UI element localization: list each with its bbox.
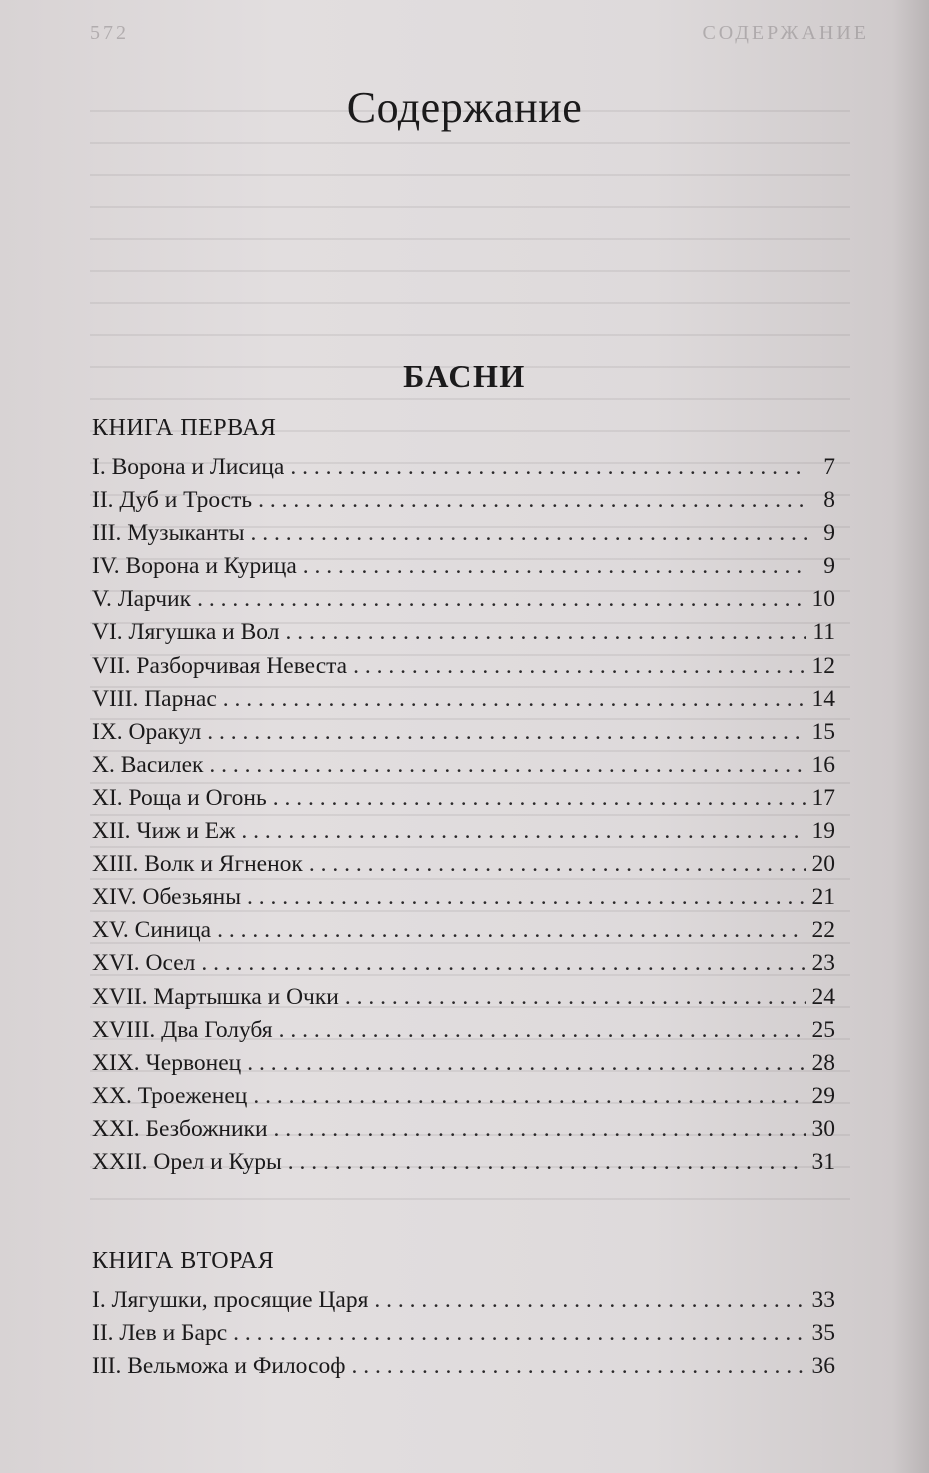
entry-page-number: 7	[823, 454, 835, 480]
book-title: КНИГА ВТОРАЯ	[92, 1248, 275, 1274]
toc-entry	[92, 451, 835, 484]
book-one	[92, 411, 835, 1179]
entry-title: Вельможа и Философ	[127, 1353, 346, 1380]
entry-title: Роща и Огонь	[128, 784, 267, 811]
entry-roman-numeral: VI.	[92, 619, 123, 646]
entry-page-number: 35	[811, 1320, 835, 1347]
entry-title: Чиж и Еж	[136, 818, 236, 845]
entry-page-number: 36	[811, 1353, 835, 1380]
dot-leader	[285, 616, 806, 649]
entry-title: Оракул	[128, 718, 202, 745]
entry-title: Василек	[120, 751, 204, 778]
book-title: КНИГА ПЕРВАЯ	[92, 415, 277, 441]
entry-page-number: 19	[811, 818, 835, 845]
entry-page-number: 15	[811, 718, 835, 745]
toc-entry	[92, 1080, 835, 1113]
entry-page-number: 22	[811, 917, 835, 944]
entry-title: Лягушки, просящие Царя	[111, 1287, 369, 1313]
dot-leader	[374, 1284, 805, 1317]
entry-roman-numeral: II.	[92, 487, 114, 514]
entry-page-number: 20	[811, 851, 835, 878]
entry-roman-numeral: XI.	[92, 784, 123, 811]
dot-leader	[201, 947, 805, 980]
toc-entry	[92, 981, 835, 1014]
toc-entry	[92, 683, 835, 716]
dot-leader	[233, 1317, 805, 1350]
toc-entry	[92, 881, 835, 914]
entry-roman-numeral: VII.	[92, 652, 131, 679]
dot-leader	[251, 517, 808, 550]
entry-page-number: 28	[811, 1049, 835, 1076]
entry-page-number: 11	[812, 619, 835, 646]
entry-title: Два Голубя	[161, 1016, 273, 1043]
toc-entry	[92, 782, 835, 815]
toc-entry	[92, 550, 835, 583]
dot-leader	[309, 848, 806, 881]
toc-entry	[92, 1047, 835, 1080]
toc-entry	[92, 1113, 835, 1146]
dot-leader	[247, 1047, 805, 1080]
entry-title: Музыканты	[127, 520, 245, 547]
toc-entry	[92, 517, 835, 550]
dot-leader	[351, 1350, 805, 1383]
entry-title: Троеженец	[137, 1082, 248, 1109]
entry-title: Осел	[145, 950, 196, 977]
entry-title: Червонец	[145, 1049, 242, 1076]
toc-entry	[92, 1350, 835, 1383]
book-two	[92, 1244, 835, 1383]
entry-roman-numeral: XIII.	[92, 851, 139, 878]
entry-roman-numeral: XVII.	[92, 983, 148, 1010]
toc-entry	[92, 1014, 835, 1047]
running-head-page-number: 572	[90, 22, 129, 44]
toc-entry	[92, 484, 835, 517]
entry-page-number: 29	[811, 1082, 835, 1109]
entry-roman-numeral: VIII.	[92, 685, 139, 712]
running-head-title: СОДЕРЖАНИЕ	[702, 22, 869, 44]
page-title: Содержание	[346, 83, 583, 132]
entry-title: Парнас	[144, 685, 217, 712]
entry-roman-numeral: IX.	[92, 718, 123, 745]
entry-page-number: 33	[811, 1287, 835, 1313]
entry-title: Лев и Барс	[119, 1320, 228, 1347]
toc-entry	[92, 650, 835, 683]
entry-roman-numeral: XIX.	[92, 1049, 140, 1076]
entry-roman-numeral: XXII.	[92, 1148, 148, 1175]
entry-page-number: 10	[811, 586, 835, 613]
entry-title: Разборчивая Невеста	[136, 652, 348, 679]
entry-title: Волк и Ягненок	[144, 851, 303, 878]
entry-page-number: 30	[811, 1115, 835, 1142]
entry-page-number: 23	[811, 950, 835, 977]
toc-list	[92, 1284, 835, 1383]
entry-page-number: 8	[823, 487, 835, 514]
entry-title: Ворона и Лисица	[111, 454, 285, 480]
entry-roman-numeral: V.	[92, 586, 112, 613]
running-head	[90, 22, 869, 50]
toc-entry	[92, 749, 835, 782]
entry-page-number: 25	[811, 1016, 835, 1043]
dot-leader	[258, 484, 807, 517]
dot-leader	[197, 583, 805, 616]
entry-title: Мартышка и Очки	[153, 983, 339, 1010]
entry-page-number: 16	[811, 751, 835, 778]
toc-entry	[92, 914, 835, 947]
entry-roman-numeral: XII.	[92, 818, 131, 845]
entry-title: Дуб и Трость	[119, 487, 253, 514]
entry-title: Ворона и Курица	[125, 553, 297, 580]
entry-page-number: 12	[811, 652, 835, 679]
entry-page-number: 21	[811, 884, 835, 911]
dot-leader	[290, 451, 807, 484]
entry-page-number: 17	[811, 784, 835, 811]
toc-list	[92, 451, 835, 1179]
entry-page-number: 31	[811, 1148, 835, 1175]
entry-roman-numeral: XIV.	[92, 884, 137, 911]
entry-roman-numeral: IV.	[92, 553, 120, 580]
dot-leader	[273, 782, 806, 815]
entry-page-number: 24	[811, 983, 835, 1010]
dot-leader	[223, 683, 806, 716]
entry-roman-numeral: I.	[92, 454, 106, 480]
dot-leader	[209, 749, 805, 782]
dot-leader	[288, 1146, 806, 1179]
toc-entry	[92, 947, 835, 980]
dot-leader	[247, 881, 805, 914]
dot-leader	[279, 1014, 806, 1047]
section-title: БАСНИ	[403, 358, 526, 394]
toc-entry	[92, 1284, 835, 1317]
entry-roman-numeral: II.	[92, 1320, 114, 1347]
entry-title: Безбожники	[145, 1115, 268, 1142]
entry-title: Ларчик	[117, 586, 192, 613]
dot-leader	[303, 550, 807, 583]
dot-leader	[274, 1113, 806, 1146]
toc-entry	[92, 583, 835, 616]
toc-entry	[92, 716, 835, 749]
toc-entry	[92, 848, 835, 881]
entry-roman-numeral: X.	[92, 751, 115, 778]
entry-roman-numeral: I.	[92, 1287, 106, 1313]
toc-entry	[92, 1146, 835, 1179]
dot-leader	[353, 650, 805, 683]
entry-roman-numeral: III.	[92, 1353, 122, 1380]
entry-title: Синица	[134, 917, 212, 944]
dot-leader	[207, 716, 805, 749]
dot-leader	[217, 914, 805, 947]
entry-roman-numeral: III.	[92, 520, 122, 547]
entry-title: Орел и Куры	[153, 1148, 282, 1175]
dot-leader	[253, 1080, 805, 1113]
toc-entry	[92, 815, 835, 848]
dot-leader	[345, 981, 806, 1014]
dot-leader	[241, 815, 805, 848]
entry-roman-numeral: XX.	[92, 1082, 132, 1109]
toc-entry	[92, 616, 835, 649]
entry-page-number: 14	[811, 685, 835, 712]
entry-page-number: 9	[823, 520, 835, 547]
entry-page-number: 9	[823, 553, 835, 580]
toc-entry	[92, 1317, 835, 1350]
entry-roman-numeral: XVI.	[92, 950, 140, 977]
entry-roman-numeral: XXI.	[92, 1115, 140, 1142]
entry-title: Лягушка и Вол	[128, 619, 280, 646]
entry-roman-numeral: XV.	[92, 917, 129, 944]
entry-roman-numeral: XVIII.	[92, 1016, 156, 1043]
entry-title: Обезьяны	[142, 884, 242, 911]
